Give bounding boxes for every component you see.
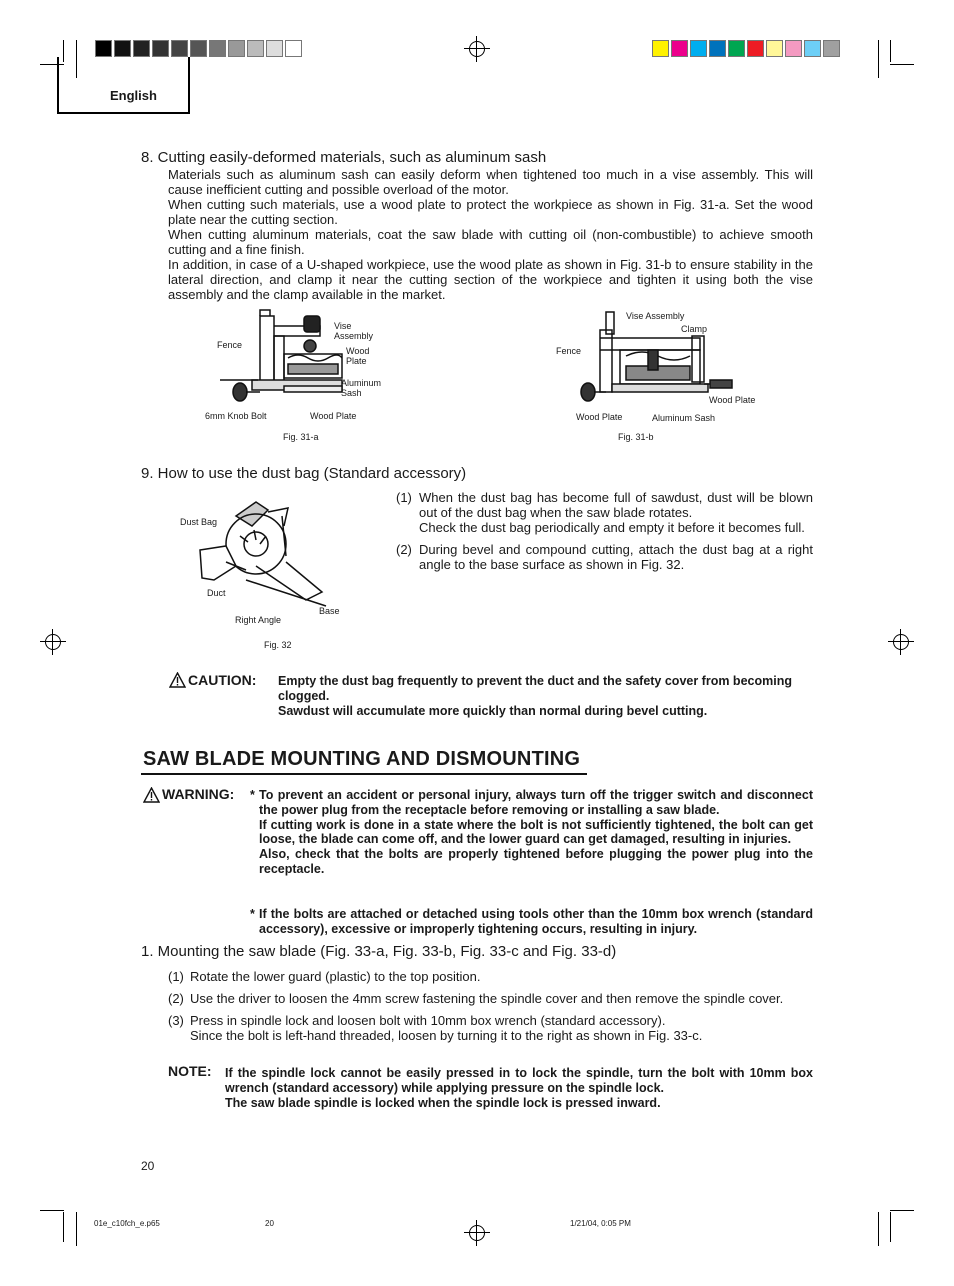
- fig32-label-dust-bag: Dust Bag: [180, 517, 218, 527]
- color-swatch: [652, 40, 669, 57]
- item-text: Check the dust bag periodically and empty it before it becomes full.: [419, 520, 805, 535]
- warning-paragraph: To prevent an accident or personal injury, always turn off the trigger switch and disconnect the power plug from the receptacle before removing or installing a saw blade.: [259, 788, 813, 817]
- fig31a-caption: Fig. 31-a: [283, 432, 319, 442]
- fig32-label-base: Base: [319, 606, 340, 616]
- title-underline: [141, 773, 587, 775]
- fig31b-label-wood-plate-right: Wood Plate: [709, 395, 756, 405]
- crop-mark: [890, 40, 891, 62]
- warning-triangle-icon: [169, 672, 186, 688]
- color-swatch: [671, 40, 688, 57]
- paragraph: Materials such as aluminum sash can easily deform when tightened too much in a vise assembly. This will cause inefficient cutting and possible overload of the motor.: [168, 167, 813, 197]
- list-item: [168, 1013, 813, 1043]
- warning-label: WARNING:: [162, 786, 235, 802]
- step-number: (2): [168, 991, 184, 1006]
- gray-swatch: [247, 40, 264, 57]
- footer-page: 20: [265, 1219, 274, 1228]
- step-number: (1): [168, 969, 184, 984]
- crop-mark: [63, 1212, 64, 1242]
- footer-date: 1/21/04, 0:05 PM: [570, 1219, 631, 1228]
- language-tab: [57, 57, 190, 114]
- fig32-label-duct: Duct: [207, 588, 226, 598]
- mounting-heading: 1. Mounting the saw blade (Fig. 33-a, Fig. 33-b, Fig. 33-c and Fig. 33-d): [141, 943, 617, 960]
- language-label: English: [110, 88, 157, 103]
- footer-file: 01e_c10fch_e.p65: [94, 1219, 160, 1228]
- crop-mark: [76, 1212, 77, 1246]
- crop-mark: [890, 1212, 891, 1242]
- crop-mark: [40, 1210, 64, 1211]
- registration-mark-icon: [893, 634, 909, 650]
- warning-paragraph: If cutting work is done in a state where the bolt is not sufficiently tightened, the bolt can get loose, the blade can come off, and the lower guard can get damaged, resulting in injuries.: [259, 817, 813, 847]
- step-text: Rotate the lower guard (plastic) to the top position.: [190, 969, 481, 984]
- crop-mark: [890, 1210, 914, 1211]
- fig31b-label-clamp: Clamp: [681, 324, 708, 334]
- fig31a-label-aluminum: Aluminum Sash: [341, 378, 382, 398]
- crop-mark: [878, 40, 879, 78]
- color-swatch: [728, 40, 745, 57]
- fig32-caption: Fig. 32: [264, 640, 292, 650]
- crop-mark: [890, 64, 914, 65]
- color-swatch: [804, 40, 821, 57]
- section-9-heading: 9. How to use the dust bag (Standard accessory): [141, 465, 467, 482]
- fig31a-label-wood-plate: Wood Plate: [310, 411, 357, 421]
- step-text: Since the bolt is left-hand threaded, loosen by turning it to the right as shown in Fig. 33-c.: [190, 1028, 703, 1043]
- item-text: During bevel and compound cutting, attach the dust bag at a right angle to the base surface as shown in Fig. 32.: [419, 542, 813, 572]
- color-swatch: [709, 40, 726, 57]
- fig-32-illustration: [196, 496, 346, 616]
- warning-triangle-icon: [143, 787, 160, 803]
- registration-mark-icon: [469, 41, 485, 57]
- warning-paragraph: Also, check that the bolts are properly tightened before plugging the power plug into the receptacle.: [259, 847, 813, 876]
- gray-swatch: [190, 40, 207, 57]
- caution-text: [278, 674, 818, 719]
- list-item: [168, 969, 813, 984]
- fig31b-caption: Fig. 31-b: [618, 432, 654, 442]
- dust-bag-list: [396, 490, 813, 572]
- color-swatch: [766, 40, 783, 57]
- note-paragraph: The saw blade spindle is locked when the spindle lock is pressed inward.: [225, 1095, 661, 1110]
- fig31b-label-fence: Fence: [556, 346, 582, 356]
- fig32-label-right-angle: Right Angle: [235, 615, 282, 625]
- mounting-steps: [168, 969, 813, 1043]
- gray-swatch: [114, 40, 131, 57]
- color-swatch: [747, 40, 764, 57]
- gray-swatch: [171, 40, 188, 57]
- section-title: SAW BLADE MOUNTING AND DISMOUNTING: [143, 748, 581, 770]
- page-number: 20: [141, 1159, 155, 1173]
- gray-swatch: [285, 40, 302, 57]
- registration-mark-icon: [45, 634, 61, 650]
- item-number: (1): [396, 490, 412, 505]
- registration-mark-icon: [469, 1225, 485, 1241]
- color-swatch: [823, 40, 840, 57]
- caution-label: CAUTION:: [188, 672, 257, 688]
- fig31a-label-vise: Vise Assembly: [334, 321, 374, 341]
- note-label: NOTE:: [168, 1063, 212, 1079]
- color-swatch: [785, 40, 802, 57]
- step-number: (3): [168, 1013, 184, 1028]
- gray-swatch: [133, 40, 150, 57]
- warning-paragraph: If the bolts are attached or detached using tools other than the 10mm box wrench (standard accessory), excessive or improperly tightening occurs, resulting in injury.: [259, 907, 813, 936]
- bullet-asterisk: *: [250, 788, 255, 802]
- caution-line: Sawdust will accumulate more quickly than normal during bevel cutting.: [278, 704, 708, 718]
- caution-line: clogged.: [278, 689, 330, 703]
- fig31a-label-fence: Fence: [217, 340, 243, 350]
- gray-swatch: [266, 40, 283, 57]
- step-text: Press in spindle lock and loosen bolt with 10mm box wrench (standard accessory).: [190, 1013, 666, 1028]
- gray-swatch: [228, 40, 245, 57]
- item-number: (2): [396, 542, 412, 557]
- fig31a-label-wood-plate-top: Wood Plate: [346, 346, 370, 366]
- section-8-heading: 8. Cutting easily-deformed materials, such as aluminum sash: [141, 149, 547, 166]
- bullet-asterisk: *: [250, 907, 255, 921]
- note-text: [225, 1066, 813, 1110]
- fig31a-label-knob: 6mm Knob Bolt: [205, 411, 267, 421]
- list-item: [396, 490, 813, 535]
- gray-swatch: [95, 40, 112, 57]
- gray-swatch: [152, 40, 169, 57]
- fig31b-label-wood-plate: Wood Plate: [576, 412, 623, 422]
- warning-text: [259, 788, 813, 877]
- step-text: Use the driver to loosen the 4mm screw fastening the spindle cover and then remove the spindle cover.: [190, 991, 784, 1006]
- paragraph: When cutting aluminum materials, coat the saw blade with cutting oil (non-combustible) to achieve smooth cutting and a fine finish.: [168, 227, 813, 257]
- caution-line: Empty the dust bag frequently to prevent the duct and the safety cover from becoming: [278, 674, 792, 688]
- note-paragraph: If the spindle lock cannot be easily pressed in to lock the spindle, turn the bolt with 10mm box wrench (standard accessory) while applying pressure on the spindle lock.: [225, 1066, 813, 1095]
- fig31b-label-vise: Vise Assembly: [626, 311, 685, 321]
- paragraph: When cutting such materials, use a wood plate to protect the workpiece as shown in Fig. 31-a. Set the wood plate near the cutting section.: [168, 197, 813, 227]
- crop-mark: [878, 1212, 879, 1246]
- color-swatch: [690, 40, 707, 57]
- fig31b-label-aluminum: Aluminum Sash: [652, 413, 716, 423]
- list-item: [396, 542, 813, 572]
- list-item: [168, 991, 813, 1006]
- item-text: When the dust bag has become full of sawdust, dust will be blown out of the dust bag when the saw blade rotates.: [419, 490, 813, 520]
- paragraph: In addition, in case of a U-shaped workpiece, use the wood plate as shown in Fig. 31-b to ensure stability in the lateral direction, and clamp it near the cutting section of the workpiece and tighten it using both the vise assembly and the clamp available in the market.: [168, 257, 813, 302]
- gray-swatch: [209, 40, 226, 57]
- section-8-body: [168, 167, 813, 302]
